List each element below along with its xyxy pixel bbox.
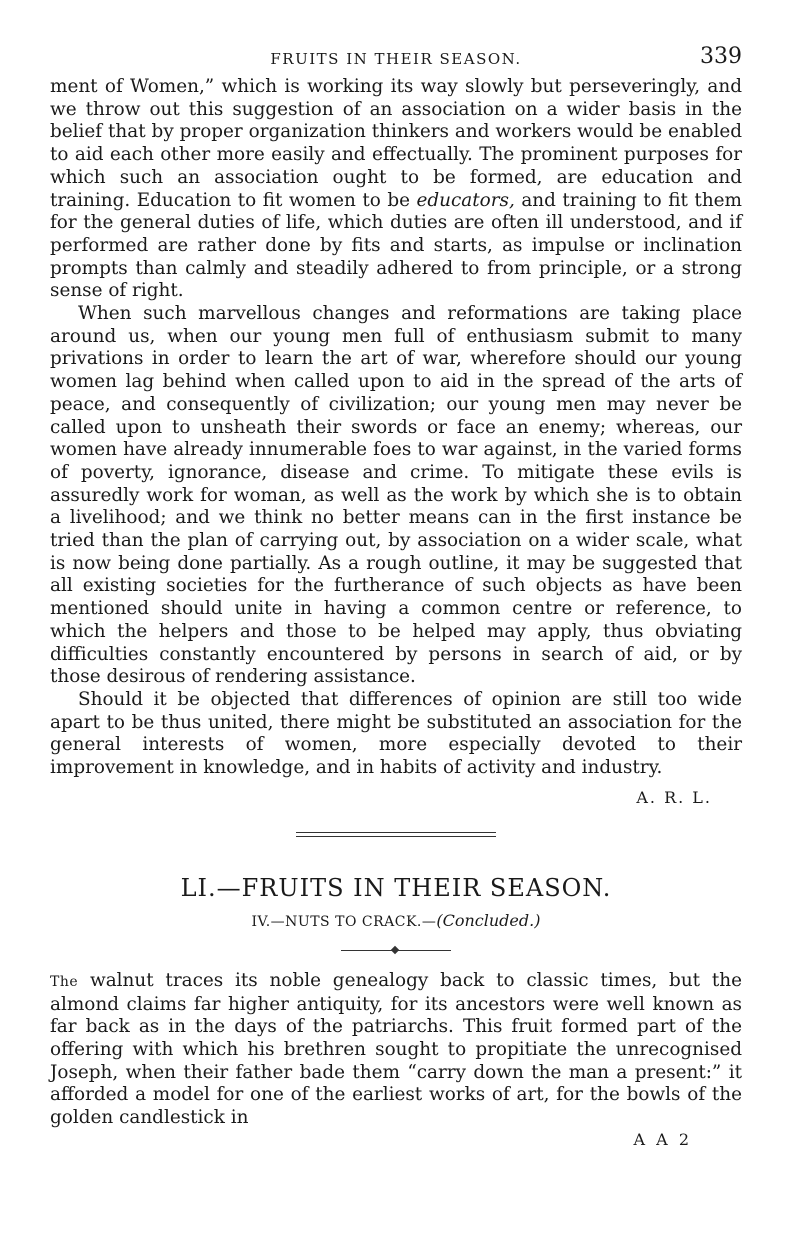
paragraph-text: and training to fit them for the general duties of life, which duties are often ill understood, and if performed are rather done by fits and starts, as impulse or inclination prompts than calmly and steadily adhered to from principle, or a strong sense of right. [50, 189, 742, 302]
running-title: FRUITS IN THEIR SEASON. [270, 50, 522, 68]
subtitle-text: IV.—NUTS TO CRACK.— [251, 913, 437, 930]
diamond-ornament [391, 946, 399, 954]
paragraph: When such marvellous changes and reformations are taking place around us, when our young men full of enthusiasm submit to many privations in order to learn the art of war, wherefore should our young women lag behind when called upon to aid in the spread of the arts of peace, and consequently of civilization; our young men may never be called upon to unsheath their swords or face an enemy; whereas, our women have already innumerable foes to war against, in the varied forms of poverty, ignorance, disease and crime. To mitigate these evils is assuredly work for woman, as well as the work by which she is to obtain a livelihood; and we think no better means can in the first instance be tried than the plan of carrying out, by association on a wider scale, what is now being done partially. As a rough outline, it may be suggested that all existing societies for the furtherance of such objects as have been mentioned should unite in having a common centre or reference, to which the helpers and those to be helped may apply, thus obviating difficulties constantly encountered by persons in search of aid, or by those desirous of rendering assistance. [50, 303, 742, 688]
subtitle-concluded: (Concluded.) [436, 910, 541, 930]
author-signature: A. R. L. [636, 787, 712, 807]
chapter-subtitle [50, 911, 742, 932]
paragraph [50, 970, 742, 1130]
paragraph [50, 76, 742, 303]
paragraph: Should it be objected that differences of opinion are still too wide apart to be thus united, there might be substituted an association for the general interests of women, more especially devoted to their improvement in knowledge, and in habits of activity and industry. [50, 688, 742, 779]
signature-mark: A A 2 [633, 1129, 692, 1149]
running-head [50, 44, 742, 76]
article-continuation [50, 76, 742, 780]
article-body [50, 970, 742, 1130]
opening-word: The [50, 973, 79, 990]
section-divider [296, 832, 496, 837]
page [50, 44, 742, 1150]
chapter-title: LI.—FRUITS IN THEIR SEASON. [180, 873, 612, 902]
paragraph-text: ment of Women,” which is working its way slowly but perseveringly, and we throw out this suggestion of an association on a wider basis in the belief that by proper organization thinkers and workers would be enabled to aid each other more easily and effectually. The prominent purposes for which such an association ought to be formed, are education and training. Education to fit women to be [50, 76, 742, 211]
page-number: 339 [700, 44, 742, 69]
ornament-divider [341, 946, 451, 954]
italic-emphasis: educators, [416, 189, 515, 211]
paragraph-text: walnut traces its noble genealogy back to classic times, but the almond claims far higher antiquity, for its ancestors were well known as far back as in the days of the patriarchs. This fruit formed part of the offering with which his brethren sought to propitiate the unrecognised Joseph, when their father bade them “carry down the man a present:” it afforded a model for one of the earliest works of art, for the bowls of the golden candlestick in [50, 969, 742, 1129]
